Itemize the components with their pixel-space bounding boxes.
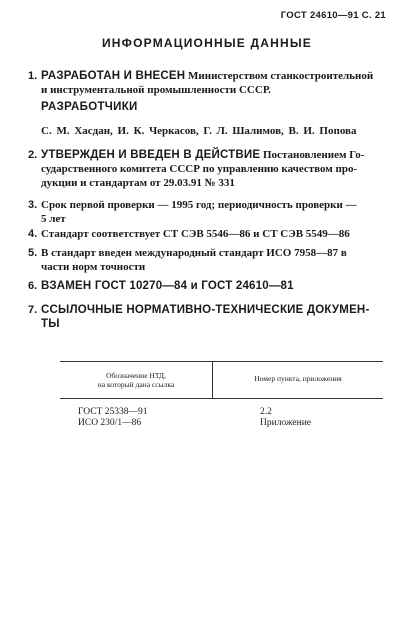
section-1-lead: РАЗРАБОТАН И ВНЕСЕН <box>41 70 186 82</box>
section-1-line-2: и инструментальной промышленности СССР. <box>41 84 271 96</box>
page-title: ИНФОРМАЦИОННЫЕ ДАННЫЕ <box>101 36 313 50</box>
section-2-line-2: сударственного комитета СССР по управлению качеством про- <box>41 163 358 175</box>
section-2-number: 2. <box>28 149 38 161</box>
table-cell-ref-2: Приложение <box>260 418 311 428</box>
developers-list: С. М. Хасдан, И. К. Черкасов, Г. Л. Шалимов, В. И. Попова <box>41 125 357 137</box>
table-header-document-line-1: Обозначение НТД, <box>106 371 166 380</box>
table-cell-doc-2: ИСО 230/1—86 <box>78 418 142 428</box>
section-2 <box>28 148 394 190</box>
section-3 <box>28 198 394 226</box>
section-7-lead-1: ССЫЛОЧНЫЕ НОРМАТИВНО-ТЕХНИЧЕСКИЕ ДОКУМЕН- <box>41 304 370 316</box>
section-7 <box>28 303 394 331</box>
section-6-lead: ВЗАМЕН ГОСТ 10270—84 и ГОСТ 24610—81 <box>41 280 294 292</box>
table-header-document-line-2: на который дана ссылка <box>97 380 175 389</box>
table-header-clause: Номер пункта, приложения <box>254 374 342 383</box>
section-5-number: 5. <box>28 247 38 259</box>
section-7-lead-2: ТЫ <box>41 318 60 330</box>
section-5 <box>28 246 394 274</box>
section-2-lead: УТВЕРЖДЕН И ВВЕДЕН В ДЕЙСТВИЕ <box>41 149 261 161</box>
section-4-line-1: Стандарт соответствует СТ СЭВ 5546—86 и СТ СЭВ 5549—86 <box>41 228 350 240</box>
developers-heading: РАЗРАБОТЧИКИ <box>41 101 138 113</box>
section-1 <box>28 69 394 97</box>
section-1-number: 1. <box>28 70 38 82</box>
table-cell-doc-1: ГОСТ 25338—91 <box>78 407 148 417</box>
section-3-line-2: 5 лет <box>41 213 66 225</box>
section-5-line-1: В стандарт введен международный стандарт ИСО 7958—87 в <box>41 247 347 259</box>
section-7-number: 7. <box>28 304 38 316</box>
table-header-document <box>60 371 212 389</box>
section-4 <box>28 227 394 241</box>
section-6 <box>28 279 394 293</box>
table-cell-ref-1: 2.2 <box>260 407 272 417</box>
section-5-line-2: части норм точности <box>41 261 146 273</box>
section-4-number: 4. <box>28 228 38 240</box>
section-2-line-1: Постановлением Го- <box>263 149 365 161</box>
section-6-number: 6. <box>28 280 38 292</box>
section-2-line-3: дукции и стандартам от 29.03.91 № 331 <box>41 177 235 189</box>
reference-documents-table <box>60 361 383 432</box>
section-1-line-1: Министерством станкостроительной <box>188 70 374 82</box>
section-3-line-1: Срок первой проверки — 1995 год; периодичность проверки — <box>41 199 357 211</box>
document-code-header: ГОСТ 24610—91 С. 21 <box>280 10 386 21</box>
section-3-number: 3. <box>28 199 38 211</box>
table-header-divider <box>60 398 383 399</box>
